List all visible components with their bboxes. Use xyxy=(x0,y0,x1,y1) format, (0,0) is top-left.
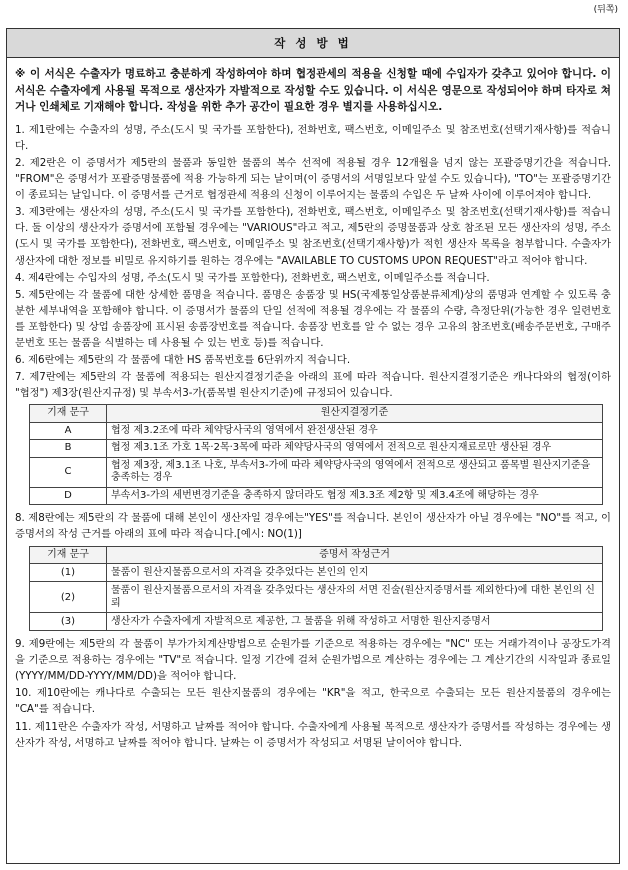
basis-code: (2) xyxy=(30,582,107,613)
basis-code: (3) xyxy=(30,613,107,631)
table-header-row xyxy=(30,405,603,423)
basis-description: 생산자가 수출자에게 자발적으로 제공한, 그 물품을 위해 작성하고 서명한 원산지증명서 xyxy=(107,613,603,631)
instruction-item-3: 3. 제3란에는 생산자의 성명, 주소(도시 및 국가를 포함한다), 전화번호, 팩스번호, 이메일주소 및 참조번호(선택기재사항)를 적습니다. 둘 이상의 생산자가 증명서에 포함될 경우에는 "VARIOUS"라고 적고, 제5란의 증명물품과 상호 참조된 모든 생산자의 성명, 주소(도시 및 국가를 포함한다), 전화번호, 팩스번호, 이메일주소 및 참조번호(선택기재사항)가 적힌 생산자 목록을 첨부합니다. 수출자가 생산자에 대한 정보를 비밀로 유지하기를 원하는 경우에는 "AVAILABLE TO CUSTOMS UPON REQUEST"라고 적어야 합니다. xyxy=(15,206,611,267)
table-header-cell: 원산지결정기준 xyxy=(107,405,603,423)
table-header-cell: 기재 문구 xyxy=(30,546,107,564)
basis-code: (1) xyxy=(30,564,107,582)
instruction-item-7: 7. 제7란에는 제5란의 각 물품에 적용되는 원산지결정기준을 아래의 표에 따라 적습니다. 원산지결정기준은 캐나다와의 협정(이하 "협정") 제3장(원산지규정) 및 부속서3-가(품목별 원산지기준)에 규정되어 있습니다. xyxy=(15,371,611,400)
notice-mark: ※ xyxy=(15,68,26,80)
notice-paragraph xyxy=(15,66,611,116)
table-header-cell: 증명서 작성근거 xyxy=(107,546,603,564)
instruction-item-11: 11. 제11란은 수출자가 작성, 서명하고 날짜를 적어야 합니다. 수출자에게 사용될 목적으로 생산자가 증명서를 작성하는 경우에는 생산자가 작성, 서명하고 날짜를 적어야 합니다. 날짜는 이 증명서가 작성되고 서명된 날이어야 합니다. xyxy=(15,720,611,749)
basis-description: 물품이 원산지물품으로서의 자격을 갖추었다는 본인의 인지 xyxy=(107,564,603,582)
instruction-item-10: 10. 제10란에는 캐나다로 수출되는 모든 원산지물품의 경우에는 "KR"을 적고, 한국으로 수출되는 모든 원산지물품의 경우에는 "CA"를 적습니다. xyxy=(15,687,611,716)
criterion-code: A xyxy=(30,422,107,440)
certificate-basis-table xyxy=(29,546,603,632)
instruction-item-6: 6. 제6란에는 제5란의 각 물품에 대한 HS 품목번호를 6단위까지 적습니다. xyxy=(15,354,351,367)
page-title: 작 성 방 법 xyxy=(7,29,619,58)
instruction-item-2: 2. 제2란은 이 증명서가 제5란의 물품과 동일한 물품의 복수 선적에 적용될 경우 12개월을 넘지 않는 포괄증명기간을 적습니다. "FROM"은 증명서가 포괄증명물품에 적용 가능하게 되는 날이며(이 증명서의 서명일보다 앞설 수도 있습니다), "TO"는 포괄증명기간이 종료되는 날입니다. 이 증명서를 근거로 협정관세 적용의 신청이 이루어지는 물품의 수입은 두 날짜 사이에 이루어져야 합니다. xyxy=(15,156,611,202)
table-row xyxy=(30,582,603,613)
criterion-code: B xyxy=(30,440,107,458)
table-row xyxy=(30,487,603,505)
instructions-content xyxy=(7,58,619,751)
table-header-cell: 기재 문구 xyxy=(30,405,107,423)
instructions-frame xyxy=(6,28,620,864)
basis-description: 물품이 원산지물품으로서의 자격을 갖추었다는 생산자의 서면 진술(원산지증명서를 제외한다)에 대한 본인의 신뢰 xyxy=(107,582,603,613)
table-row xyxy=(30,457,603,487)
criterion-description: 협정 제3.2조에 따라 체약당사국의 영역에서 완전생산된 경우 xyxy=(107,422,603,440)
table-row xyxy=(30,422,603,440)
table-header-row xyxy=(30,546,603,564)
backside-label: (뒤쪽) xyxy=(593,5,618,15)
criterion-code: C xyxy=(30,457,107,487)
instruction-item-1: 1. 제1란에는 수출자의 성명, 주소(도시 및 국가를 포함한다), 전화번호, 팩스번호, 이메일주소 및 참조번호(선택기재사항)를 적습니다. xyxy=(15,123,611,152)
criterion-code: D xyxy=(30,487,107,505)
table-row xyxy=(30,440,603,458)
criterion-description: 협정 제3장, 제3.1조 나호, 부속서3-가에 따라 체약당사국의 영역에서 전적으로 생산되고 품목별 원산지기준을 충족하는 경우 xyxy=(107,457,603,487)
origin-criteria-table xyxy=(29,404,603,505)
table-row xyxy=(30,564,603,582)
table-row xyxy=(30,613,603,631)
instruction-item-8: 8. 제8란에는 제5란의 각 물품에 대해 본인이 생산자일 경우에는"YES"를 적습니다. 본인이 생산자가 아닐 경우에는 "NO"를 적고, 이 증명서의 작성 근거를 아래의 표에 따라 적습니다.[예시: NO(1)] xyxy=(15,512,611,541)
notice-text: 이 서식은 수출자가 명료하고 충분하게 작성하여야 하며 협정관세의 적용을 신청할 때에 수입자가 갖추고 있어야 합니다. 이 서식은 수출자에게 사용될 목적으로 생산자가 자발적으로 작성할 수도 있습니다. 이 서식은 영문으로 작성되어야 하며 타자로 쳐거나 인쇄체로 기재해야 합니다. 작성을 위한 추가 공간이 필요한 경우 별지를 사용하십시오. xyxy=(15,68,611,114)
criterion-description: 부속서3-가의 세번변경기준을 충족하지 않더라도 협정 제3.3조 제2항 및 제3.4조에 해당하는 경우 xyxy=(107,487,603,505)
criterion-description: 협정 제3.1조 가호 1목·2목·3목에 따라 체약당사국의 영역에서 전적으로 원산지재료로만 생산된 경우 xyxy=(107,440,603,458)
instruction-item-4: 4. 제4란에는 수입자의 성명, 주소(도시 및 국가를 포함한다), 전화번호, 팩스번호, 이메일주소를 적습니다. xyxy=(15,271,490,284)
instruction-item-5: 5. 제5란에는 각 물품에 대한 상세한 품명을 적습니다. 품명은 송품장 및 HS(국제통일상품분류체계)상의 품명과 연계할 수 있도록 충분한 세부내역을 포함해야 합니다. 이 증명서가 물품의 단일 선적에 적용될 경우에는 각 물품의 수량, 측정단위(가능한 경우 일련번호를 포함한다) 및 상업 송품장에 표시된 송품장번호를 적습니다. 송품장 번호를 알 수 없는 경우 고유의 참조번호(배송주문번호, 구매주문번호 또는 물품을 식별하는 데 사용될 수 있는 번호 등)를 적습니다. xyxy=(15,288,611,349)
instruction-item-9: 9. 제9란에는 제5란의 각 물품이 부가가치계산방법으로 순원가를 기준으로 적용하는 경우에는 "NC" 또는 거래가격이나 공장도가격을 기준으로 적용하는 경우에는 "TV"로 적습니다. 일정 기간에 걸쳐 순원가법으로 계산하는 경우에는 그 계산기간의 시작일과 종료일(YYYY/MM/DD-YYYY/MM/DD)을 적어야 합니다. xyxy=(15,638,611,683)
